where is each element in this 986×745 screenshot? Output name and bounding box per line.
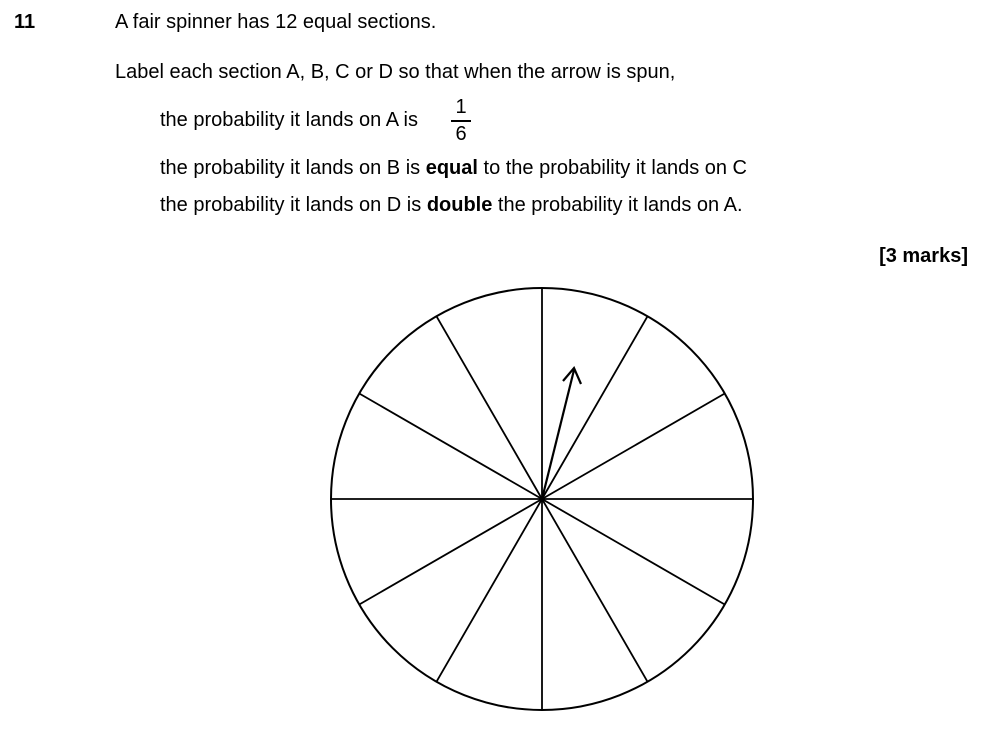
spinner-divider-line bbox=[542, 394, 725, 500]
condition-d-bold: double bbox=[426, 194, 493, 216]
spinner-divider-line bbox=[437, 499, 543, 682]
condition-a-text: the probability it lands on A is bbox=[160, 109, 418, 131]
question-instruction: Label each section A, B, C or D so that when the arrow is spun, bbox=[115, 61, 676, 83]
marks-label: [3 marks] bbox=[879, 245, 968, 267]
condition-b-before: the probability it lands on B is bbox=[160, 157, 426, 179]
spinner-divider-line bbox=[542, 499, 648, 682]
spinner-divider-line bbox=[359, 499, 542, 605]
question-intro: A fair spinner has 12 equal sections. bbox=[115, 11, 437, 33]
spinner-divider-line bbox=[359, 394, 542, 500]
spinner-divider-line bbox=[542, 499, 725, 605]
condition-d-after: the probability it lands on A. bbox=[492, 194, 743, 216]
condition-d-before: the probability it lands on D is bbox=[160, 194, 427, 216]
condition-b-bold: equal bbox=[425, 157, 478, 179]
question-number: 11 bbox=[14, 11, 36, 33]
spinner-divider-line bbox=[437, 316, 543, 499]
spinner-arrow-shaft bbox=[542, 370, 574, 499]
fraction-numerator: 1 bbox=[455, 96, 467, 118]
spinner-divider-line bbox=[542, 316, 648, 499]
fraction-denominator: 6 bbox=[455, 122, 467, 145]
condition-b-after: to the probability it lands on C bbox=[477, 157, 747, 179]
